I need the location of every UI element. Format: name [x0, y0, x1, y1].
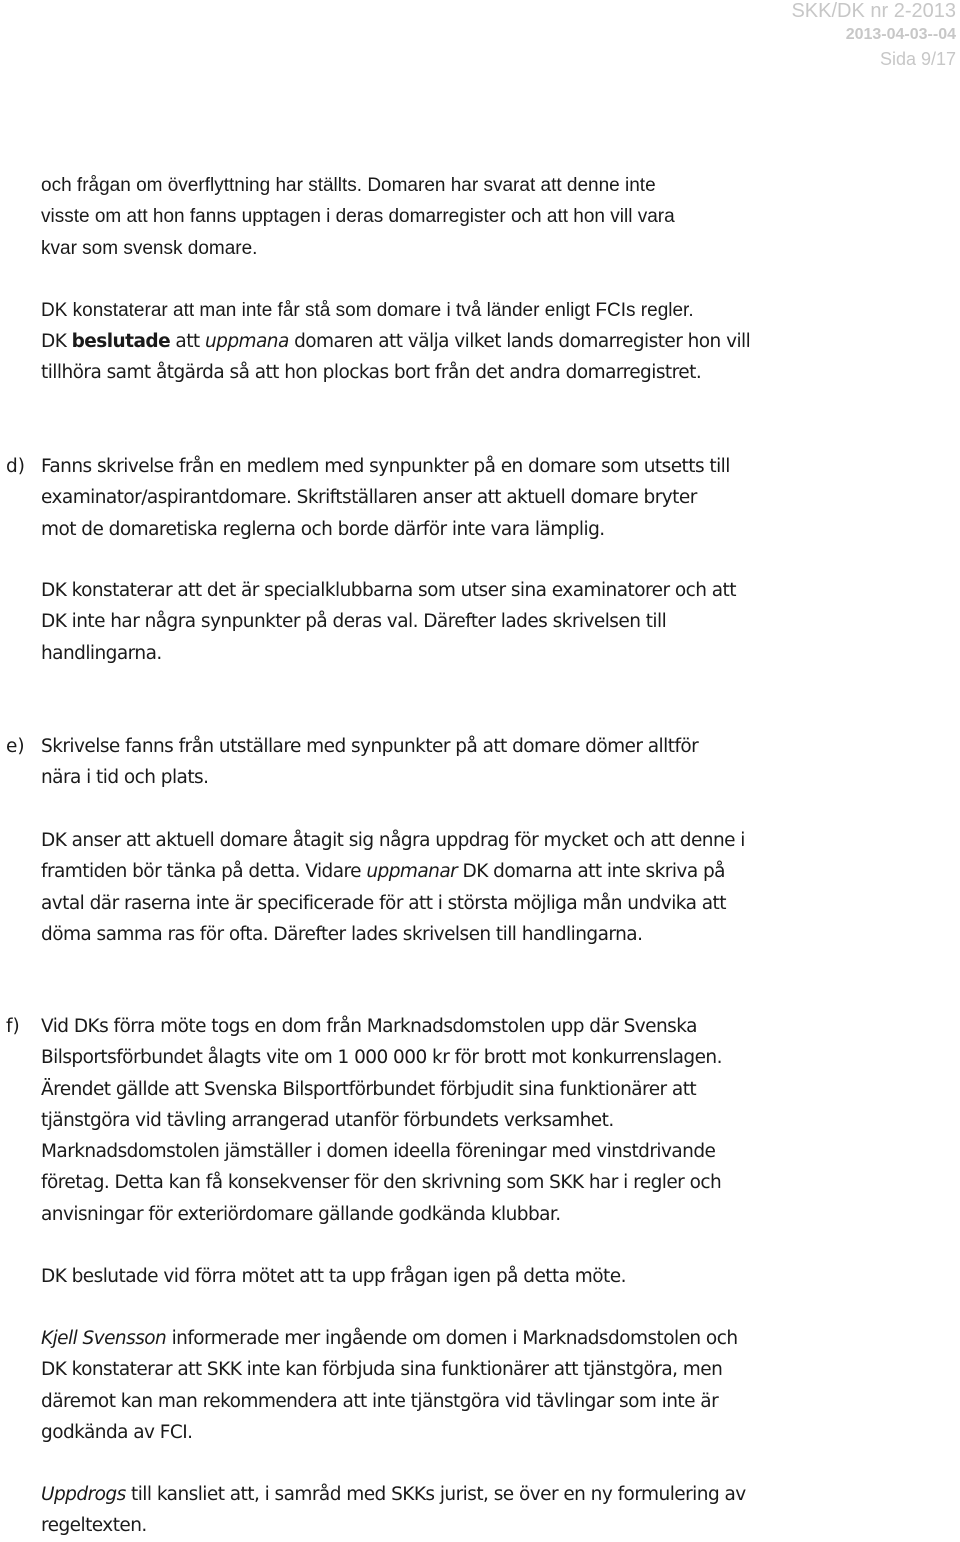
list-marker-f: f) — [6, 1016, 20, 1037]
text-fragment: domaren att välja vilket lands domarregister hon vill — [288, 331, 751, 352]
text-line: företag. Detta kan få konsekvenser för den skrivning som SKK har i regler och — [41, 1172, 722, 1194]
text-line: regeltexten. — [41, 1515, 147, 1537]
paragraph-f-decision — [41, 1261, 956, 1292]
text-line: Ärendet gällde att Svenska Bilsportförbundet förbjudit sina funktionärer att — [41, 1078, 697, 1100]
text-line: DK anser att aktuell domare åtagit sig några uppdrag för mycket och att denne i — [41, 830, 745, 851]
text-line: och frågan om överflyttning har ställts. Domaren har svarat att denne inte — [41, 175, 656, 196]
text-line: DK konstaterar att det är specialklubbarna som utser sina examinatorer och att — [41, 580, 736, 601]
text-line: visste om att hon fanns upptagen i deras domarregister och att hon vill vara — [41, 206, 675, 228]
text-line: DK inte har några synpunkter på deras val. Därefter lades skrivelsen till — [41, 611, 667, 633]
text-line: Marknadsdomstolen jämställer i domen ideella föreningar med vinstdrivande — [41, 1141, 716, 1163]
paragraph-continuation — [41, 170, 956, 264]
paragraph-dk-decision — [41, 295, 956, 326]
text-line: nära i tid och plats. — [41, 767, 209, 789]
text-fragment: till kansliet att, i samråd med SKKs jurist, se över en ny formulering av — [125, 1484, 746, 1505]
text-fragment: informerade mer ingående om domen i Marknadsdomstolen och — [166, 1328, 738, 1349]
italic-name: Kjell Svensson — [41, 1328, 167, 1349]
page-header — [791, 0, 956, 72]
paragraph-f-assignment — [41, 1479, 956, 1542]
list-item-f — [41, 1011, 956, 1230]
text-fragment: framtiden bör tänka på detta. Vidare — [41, 861, 367, 883]
paragraph-f-information — [41, 1323, 956, 1448]
text-line: anvisningar för exteriördomare gällande godkända klubbar. — [41, 1203, 561, 1225]
text-line: däremot kan man rekommendera att inte tjänstgöra vid tävlingar som inte är — [41, 1390, 719, 1412]
italic-text: Uppdrogs — [41, 1484, 126, 1505]
list-marker-e: e) — [6, 736, 25, 757]
text-fragment: att — [170, 331, 205, 352]
text-line: Bilsportsförbundet ålagts vite om 1 000 000 kr för brott mot konkurrenslagen. — [41, 1047, 722, 1069]
text-line: Vid DKs förra möte togs en dom från Marknadsdomstolen upp där Svenska — [41, 1016, 697, 1037]
text-line: examinator/aspirantdomare. Skriftställaren anser att aktuell domare bryter — [41, 487, 697, 509]
italic-text: uppmanar — [366, 861, 458, 883]
list-item-e — [41, 731, 956, 794]
paragraph-e-response — [41, 825, 956, 950]
document-id: SKK/DK nr 2-2013 — [791, 0, 956, 22]
list-item-d — [41, 451, 956, 545]
text-line: döma samma ras för ofta. Därefter lades skrivelsen till handlingarna. — [41, 923, 643, 945]
text-line: Skrivelse fanns från utställare med synpunkter på att domare dömer alltför — [41, 736, 699, 757]
text-line: godkända av FCI. — [41, 1421, 193, 1443]
paragraph-d-response — [41, 575, 956, 669]
text-line: DK beslutade vid förra mötet att ta upp frågan igen på detta möte. — [41, 1266, 626, 1287]
text-line: Fanns skrivelse från en medlem med synpunkter på en domare som utsetts till — [41, 456, 730, 477]
bold-text: beslutade — [71, 331, 171, 352]
text-line: tillhöra samt åtgärda så att hon plockas bort från det andra domarregistret. — [41, 362, 702, 384]
page-number: Sida 9/17 — [879, 49, 956, 69]
list-marker-d: d) — [6, 456, 25, 477]
text-line: tjänstgöra vid tävling arrangerad utanför förbundets verksamhet. — [41, 1109, 614, 1131]
text-line: avtal där raserna inte är specificerade för att i största möjliga mån undvika att — [41, 892, 726, 914]
text-fragment: DK — [41, 331, 72, 352]
text-line: DK konstaterar att man inte får stå som domare i två länder enligt FCIs regler. — [41, 300, 694, 321]
text-fragment: DK domarna att inte skriva på — [457, 861, 725, 883]
text-line: kvar som svensk domare. — [41, 237, 258, 259]
italic-text: uppmana — [204, 331, 289, 352]
text-line: DK konstaterar att SKK inte kan förbjuda sina funktionärer att tjänstgöra, men — [41, 1359, 723, 1381]
text-line: handlingarna. — [41, 642, 162, 664]
document-date: 2013-04-03--04 — [845, 26, 956, 43]
paragraph-dk-decision-cont — [41, 326, 956, 389]
text-line: mot de domaretiska reglerna och borde därför inte vara lämplig. — [41, 518, 605, 540]
